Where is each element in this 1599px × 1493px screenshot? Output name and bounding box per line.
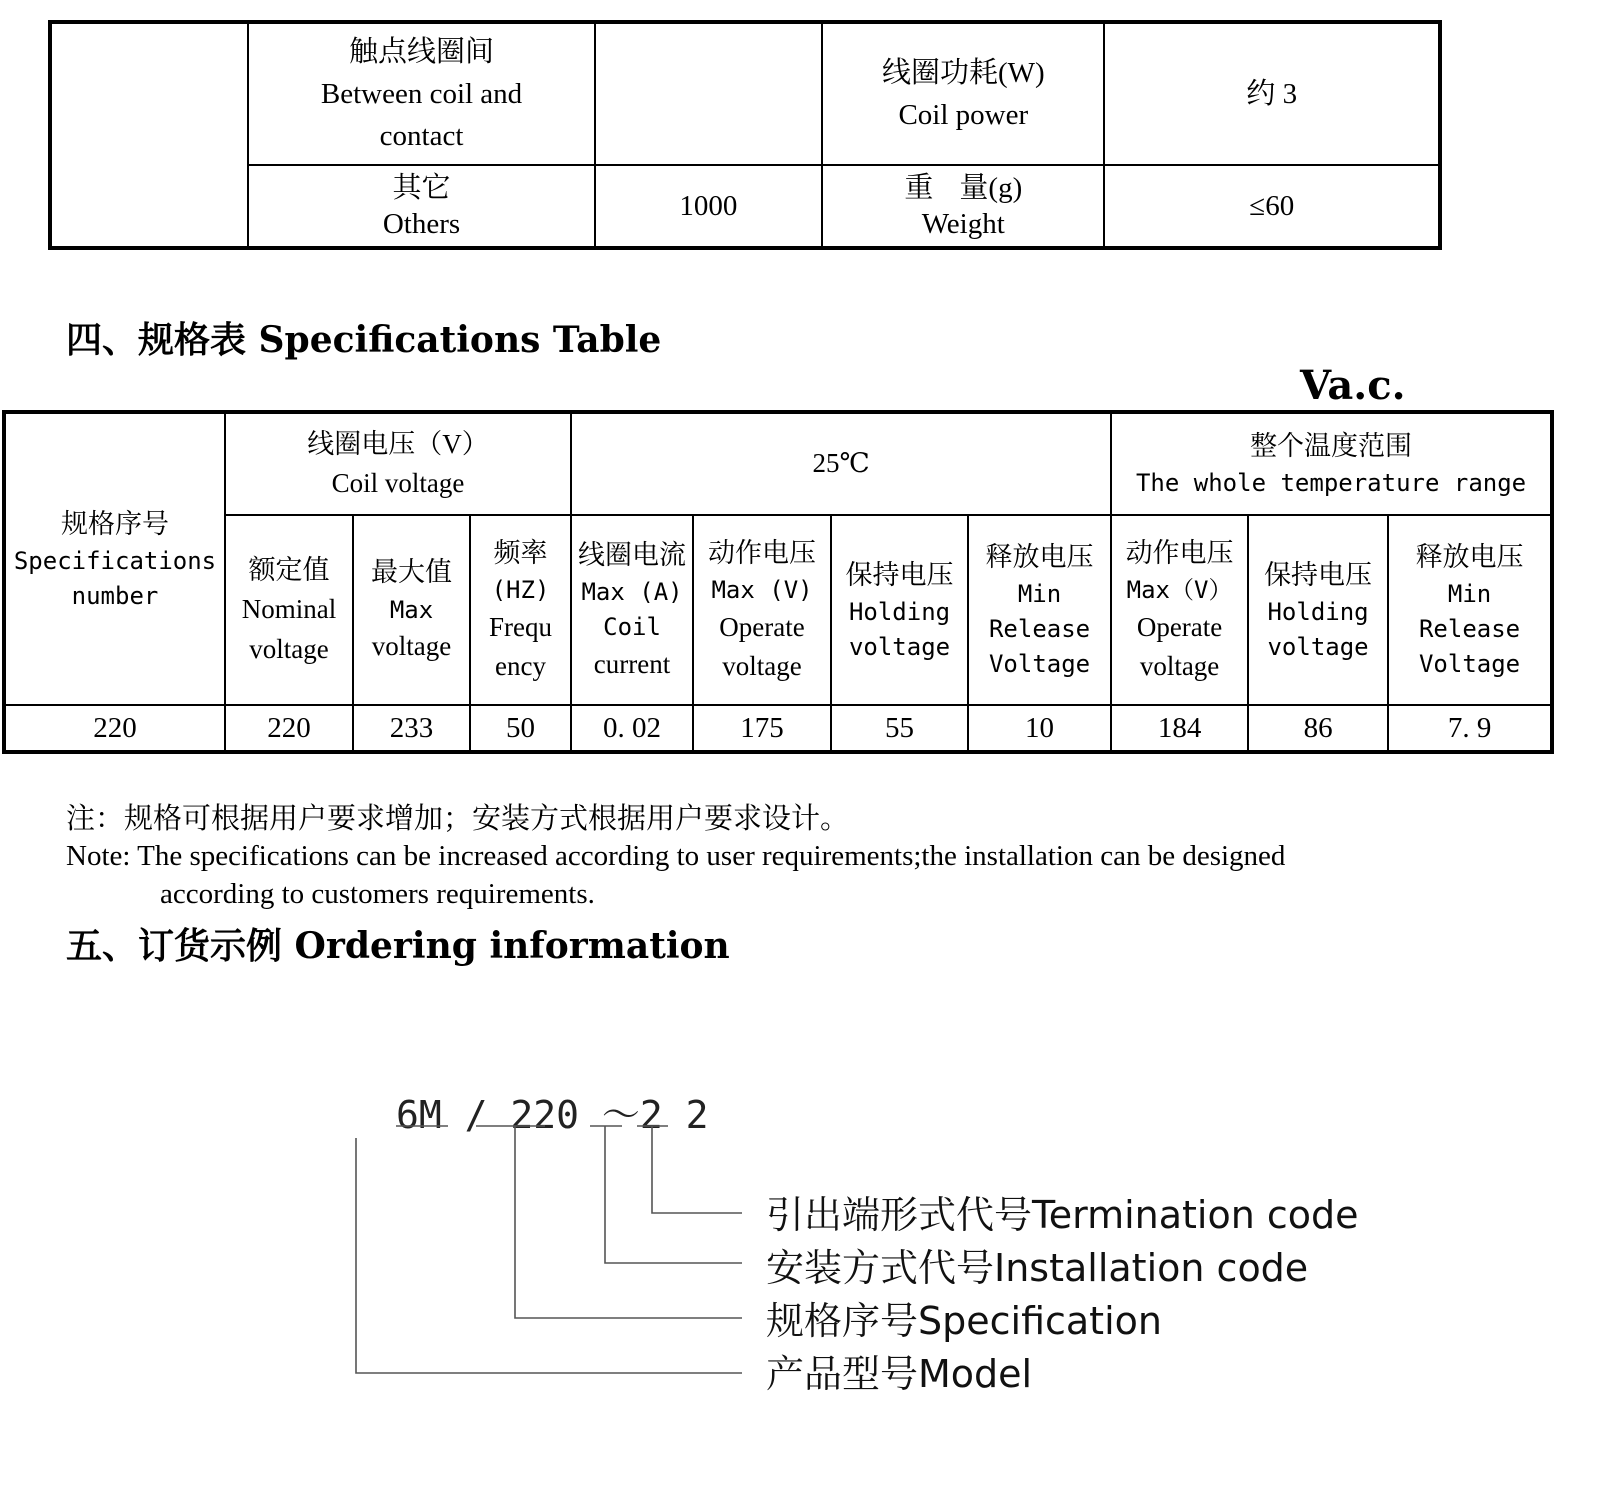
holding-voltage-range-header: 保持电压 Holding voltage xyxy=(1248,515,1388,705)
table-cell: 220 xyxy=(4,705,225,752)
table-cell: 10 xyxy=(968,705,1111,752)
table-cell: 184 xyxy=(1111,705,1248,752)
table-cell: 7. 9 xyxy=(1388,705,1552,752)
spec-number-header: 规格序号 Specifications number xyxy=(4,412,225,705)
section-5-title: 五、订货示例 Ordering information xyxy=(66,925,730,967)
leader-installation xyxy=(605,1126,742,1263)
table-cell: 86 xyxy=(1248,705,1388,752)
ordering-code-example: 6M / 220 ～2 2 xyxy=(396,1093,709,1137)
between-coil-contact-label: 触点线圈间 Between coil and contact xyxy=(248,22,594,165)
termination-code-label: 引出端形式代号Termination code xyxy=(766,1193,1359,1237)
weight-label: 重量(g) Weight xyxy=(822,165,1104,248)
table-cell: 55 xyxy=(831,705,968,752)
section-4-title: 四、规格表 Specifications Table xyxy=(66,319,662,361)
installation-code-label: 安装方式代号Installation code xyxy=(766,1246,1309,1290)
frequency-header: 频率 (HZ) Frequ ency xyxy=(470,515,571,705)
table-cell: 50 xyxy=(470,705,571,752)
coil-power-label: 线圈功耗(W) Coil power xyxy=(822,22,1104,165)
table-cell: 175 xyxy=(693,705,831,752)
note-english-line-2: according to customers requirements. xyxy=(160,878,595,910)
release-voltage-25c-header: 释放电压 Min Release Voltage xyxy=(968,515,1111,705)
others-value: 1000 xyxy=(595,165,822,248)
unit-label: Va.c. xyxy=(1300,362,1406,409)
leader-termination xyxy=(652,1126,742,1213)
note-chinese: 注：规格可根据用户要求增加；安装方式根据用户要求设计。 xyxy=(66,803,850,835)
coil-current-header: 线圈电流 Max (A) Coil current xyxy=(571,515,693,705)
operate-voltage-25c-header: 动作电压 Max (V) Operate voltage xyxy=(693,515,831,705)
coil-voltage-header: 线圈电压（V） Coil voltage xyxy=(225,412,571,515)
temp-25c-header: 25℃ xyxy=(571,412,1111,515)
leader-model xyxy=(356,1138,742,1373)
model-label: 产品型号Model xyxy=(766,1352,1033,1396)
others-label: 其它 Others xyxy=(248,165,594,248)
leader-specification xyxy=(515,1126,742,1318)
nominal-voltage-header: 额定值 Nominal voltage xyxy=(225,515,353,705)
table-cell: 0. 02 xyxy=(571,705,693,752)
note-english-line-1: Note: The specifications can be increased according to user requirements;the installation can be designed xyxy=(66,840,1286,872)
whole-temp-range-header: 整个温度范围 The whole temperature range xyxy=(1111,412,1552,515)
specification-label: 规格序号Specification xyxy=(766,1299,1162,1343)
operate-voltage-range-header: 动作电压 Max（V） Operate voltage xyxy=(1111,515,1248,705)
max-voltage-header: 最大值 Max voltage xyxy=(353,515,470,705)
weight-value: ≤60 xyxy=(1104,165,1440,248)
table-cell: 220 xyxy=(225,705,353,752)
coil-power-value: 约 3 xyxy=(1104,22,1440,165)
table-cell: 233 xyxy=(353,705,470,752)
release-voltage-range-header: 释放电压 Min Release Voltage xyxy=(1388,515,1552,705)
holding-voltage-25c-header: 保持电压 Holding voltage xyxy=(831,515,968,705)
